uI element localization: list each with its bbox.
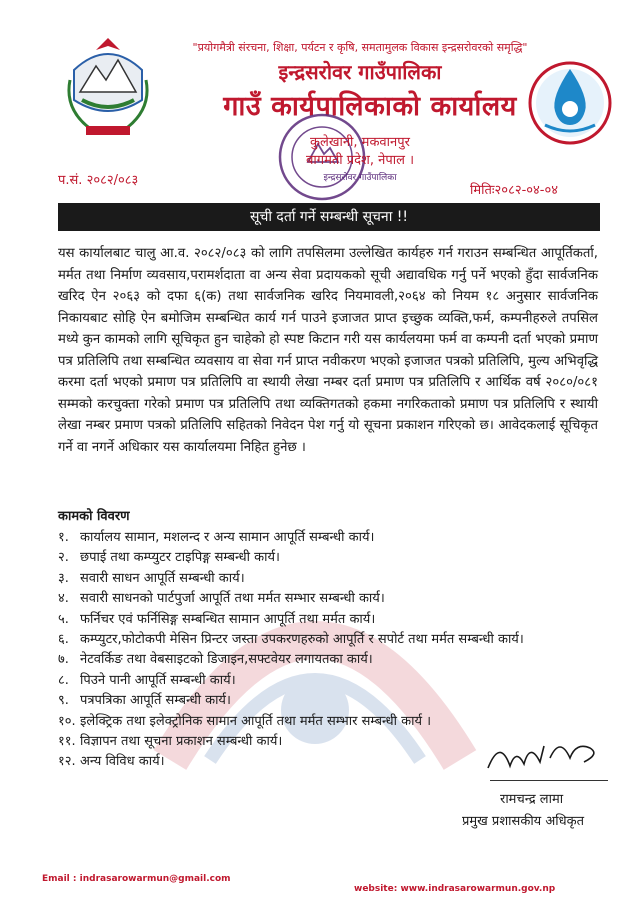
list-item: ६. कम्प्युटर,फोटोकपी मेसिन प्रिन्टर जस्ता उपकरणहरुको आपूर्ति र सपोर्ट तथा मर्मत सम्बन्धी कार्य। bbox=[58, 631, 524, 647]
stamp-text: इन्द्रसरोवर गाउँपालिका bbox=[323, 173, 397, 183]
list-item: १२. अन्य विविध कार्य। bbox=[58, 754, 165, 770]
list-item: ११. विज्ञापन तथा सूचना प्रकाशन सम्बन्धी कार्य। bbox=[58, 733, 283, 749]
signatory-title: प्रमुख प्रशासकीय अधिकृत bbox=[462, 814, 585, 829]
list-item: ५. फर्निचर एवं फर्निसिङ्ग सम्बन्धित सामान आपूर्ति तथा मर्मत कार्य। bbox=[58, 611, 376, 627]
notice-date: मितिः२०८२-०४-०४ bbox=[470, 183, 559, 198]
notice-title: सूची दर्ता गर्ने सम्बन्धी सूचना !! bbox=[58, 203, 600, 231]
province-line: बागमती प्रदेश, नेपाल । bbox=[305, 153, 415, 168]
signature-line bbox=[490, 780, 608, 781]
list-item: २. छपाई तथा कम्प्युटर टाइपिङ्ग सम्बन्धी कार्य। bbox=[58, 550, 280, 566]
signatory-name: रामचन्द्र लामा bbox=[500, 792, 564, 807]
list-item: ३. सवारी साधन आपूर्ति सम्बन्धी कार्य। bbox=[58, 570, 245, 586]
municipality-name: इन्द्रसरोवर गाउँपालिका bbox=[278, 60, 442, 84]
emblem-logo-icon bbox=[62, 30, 154, 140]
list-item: १. कार्यालय सामान, मशलन्द र अन्य सामान आपूर्ति सम्बन्धी कार्य। bbox=[58, 530, 375, 545]
address-line: कुलेखानी, मकवानपुर bbox=[310, 135, 410, 150]
list-item: ४. सवारी साधनको पार्टपुर्जा आपूर्ति तथा मर्मत सम्भार सम्बन्धी कार्य। bbox=[58, 591, 385, 607]
list-item: ८. पिउने पानी आपूर्ति सम्बन्धी कार्य। bbox=[58, 672, 236, 688]
list-item: १०. इलेक्ट्रिक तथा इलेक्ट्रोनिक सामान आपूर्ति तथा मर्मत सम्भार सम्बन्धी कार्य । bbox=[58, 713, 432, 729]
office-title: गाउँ कार्यपालिकाको कार्यालय bbox=[223, 91, 517, 122]
works-heading: कामको विवरण bbox=[58, 509, 130, 524]
notice-body: यस कार्यालबाट चालु आ.व. २०८२/०८३ को लागि तपसिलमा उल्लेखित कार्यहरु गर्न गराउन सम्बन्धित आपूर्तिकर्ता, मर्मत तथा निर्माण व्यवसाय,परामर्शदाता वा अन्य सेवा प्रदायकको सूची अद्यावधिक गर्नु पर्ने भएको हुँदा सार्वजनिक खरिद ऐन २०६३ को दफा ६(क) तथा सार्वजनिक खरिद नियमावली,२०६४ को नियम १८ अनुसार सार्वजनिक निकायबाट सोहि ऐन बमोजिम सम्बन्धित कार्य गर्न पाउने इजाजत प्राप्त इच्छुक व्यक्ति,फर्म, कम्पनीहरुले तपसिल मध्ये कुन कामको लागि सूचिकृत हुन चाहेको हो स्पष्ट किटान गरी यस कार्यलयमा फर्म वा कम्पनी दर्ता भएको प्रमाण पत्र प्रतिलिपि तथा सम्बन्धित व्यवसाय वा सेवा गर्न प्राप्त नवीकरण भएको इजाजत पत्रको प्रतिलिपि, मुल्य अभिवृद्धि करमा दर्ता भएको प्रमाण पत्र प्रतिलिपि वा स्थायी लेखा नम्बर दर्ता प्रमाण पत्र प्रतिलिपि र आर्थिक वर्ष २०८०/०८१ सम्मको करचुक्ता गरेको प्रमाण पत्र प्रतिलिपि तथा व्यक्तिगतको हकमा नगरिकताको प्रमाण पत्र प्रतिलिपि र स्थायी लेखा नम्बर प्रमाण पत्रको प्रतिलिपि सहितको निवेदन पेश गर्नु यो सूचना प्रकाशन गरिएको छ। आवेदकलाई सूचिकृत गर्ने वा नगर्ने अधिकार यस कार्यालयमा निहित हुनेछ । bbox=[58, 246, 598, 455]
slogan: "प्रयोगमैत्री संरचना, शिक्षा, पर्यटन र कृषि, समतामुलक विकास इन्द्रसरोवरको समृद्धि" bbox=[192, 41, 528, 54]
list-item: ७. नेटवर्किङ तथा वेबसाइटको डिजाइन,सफ्टवेयर लगायतका कार्य। bbox=[58, 652, 373, 668]
list-item: ९. पत्रपत्रिका आपूर्ति सम्बन्धी कार्य। bbox=[58, 693, 231, 709]
signature-icon bbox=[480, 728, 610, 780]
reference-number: प.सं. २०८२/०८३ bbox=[58, 173, 139, 188]
footer-email: Email : indrasarowarmun@gmail.com bbox=[42, 874, 231, 884]
office-address bbox=[240, 132, 480, 183]
footer-website: website: www.indrasarowarmun.gov.np bbox=[354, 884, 556, 894]
